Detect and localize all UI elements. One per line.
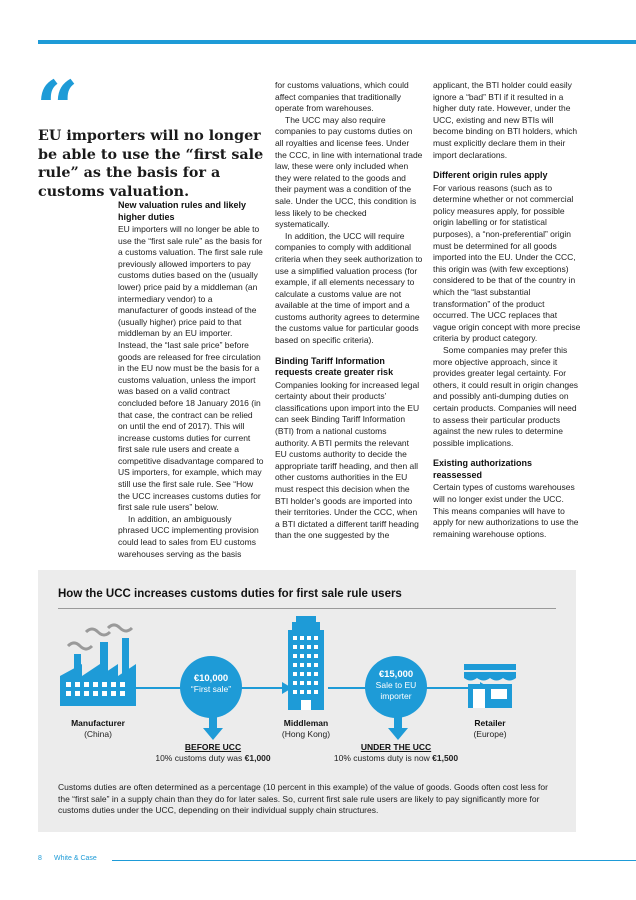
pull-quote: EU importers will no longer be able to use the “first sale rule” as the basis for a customs valuation. (38, 128, 264, 200)
under-ucc-amount: €1,500 (432, 753, 459, 763)
paragraph: Some companies may prefer this more objective approach, since it provides greater legal certainty. For others, it could result in origin changes and possibly anti-dumping duties on certain products. Companies will need to assess their particular products against the new rules to determine possible implications. (433, 344, 579, 448)
under-ucc-heading: UNDER THE UCC (360, 742, 432, 752)
quote-mark-icon: “ (36, 66, 79, 152)
manufacturer-label: Manufacturer (China) (71, 718, 125, 739)
paragraph: The UCC may also require companies to pay customs duties on all royalties and license fees. Under the CCC, in line with international trade law, these were only included when they were related to the goods and their payment was a condition of the sale. Under the UCC, this condition is less likely to be checked systematically. (275, 114, 423, 230)
skyscraper-icon (284, 614, 328, 710)
paragraph: Certain types of customs warehouses will no longer exist under the UCC. This means companies will have to apply for new authorizations to use the remaining warehouse options. (433, 482, 579, 539)
arrow-down-icon (203, 716, 223, 740)
under-ucc-note: UNDER THE UCC 10% customs duty is now €1,500 (316, 742, 476, 764)
first-sale-circle (180, 656, 242, 718)
first-sale-amount: €10,000 (193, 673, 229, 684)
text-column-1 (118, 200, 264, 560)
second-sale-amount: €15,000 (378, 669, 414, 680)
section-heading-authorizations: Existing authorizations reassessed (433, 458, 533, 480)
paragraph: In addition, an ambiguously phrased UCC implementing provision could lead to sales from EU customs warehouses serving as the basis (118, 513, 259, 559)
store-icon (462, 662, 518, 708)
infographic-caption: Customs duties are often determined as a percentage (10 percent in this example) of the value of goods. Goods often cost less for the “first sale” in a supply chain than they do for later sales. So, current first sale rule users are likely to pay significantly more for customs duties under the UCC, depending on their individual supply chain structures. (58, 782, 548, 816)
text-column-3 (433, 80, 581, 540)
paragraph: applicant, the BTI holder could easily ignore a “bad” BTI if it resulted in a higher duty rate. However, under the UCC, existing and new BTIs will become binding on BTI holders, which must explicitly declare them in their import declarations. (433, 80, 578, 160)
paragraph: Companies looking for increased legal certainty about their products’ classifications upon import into the EU can seek Binding Tariff Information (BTI) from a national customs authority. A BTI permits the relevant EU customs authority to decide the appropriate tariff heading, and then all other customs authorities in the EU must respect this decision when the BTI holder’s goods are imported into their territories. Under the CCC, when a BTI dictated a different tariff heading than the one suggested by the (275, 379, 420, 541)
section-heading-bti: Binding Tariff Information requests create greater risk (275, 355, 394, 378)
infographic-title: How the UCC increases customs duties for first sale rule users (58, 588, 402, 600)
before-ucc-heading: BEFORE UCC (184, 742, 242, 752)
first-sale-label: “First sale” (190, 684, 232, 694)
before-ucc-amount: €1,000 (244, 753, 271, 763)
top-accent-rule (38, 40, 636, 44)
second-sale-circle (365, 656, 427, 718)
paragraph: for customs valuations, which could affect companies that traditionally operate from warehouses. (275, 80, 409, 114)
arrow-down-icon (388, 716, 408, 740)
paragraph: For various reasons (such as to determine whether or not commercial policy measures apply, for possible origin labelling or for statistical purposes), a “non-preferential” origin must be determined for all goods imported into the EU. Under the CCC, this origin was (with few exceptions) considered to be that of the country in which the “last substantial transformation” of the product occurred. The UCC replaces that vague origin concept with more precise criteria by product category. (433, 182, 581, 344)
infographic-panel (38, 570, 576, 832)
footer-brand: White & Case (54, 855, 97, 862)
middleman-label: Middleman (Hong Kong) (281, 718, 331, 739)
before-ucc-note: BEFORE UCC 10% customs duty was €1,000 (133, 742, 293, 764)
infographic-divider (58, 608, 556, 609)
retailer-label: Retailer (Europe) (473, 718, 507, 739)
paragraph: In addition, the UCC will require companies to comply with additional criteria when they seek authorization to use a simplified valuation process (for example, if all elements necessary to calculate a customs value are not available at the time of import and a customs authority agrees to determine the customs value for particular goods based on specific criteria). (275, 230, 423, 346)
text-column-2 (275, 80, 423, 542)
section-heading-origin: Different origin rules apply (433, 170, 548, 181)
paragraph: EU importers will no longer be able to use the “first sale rule” as the basis for a customs valuation. The first sale rule previously allowed importers to pay customs duties based on the (usually lower) price paid by a middleman (an intermediary vendor) to a manufacturer of goods instead of the (usually higher) price paid to that middleman by an EU importer. Instead, the “last sale price” before goods are released for free circulation in the EU now must be the basis for a customs valuation, unless the import was based on a valid contract concluded before 18 January 2016 (in that case, the contract can be relied on until the end of 2017). This will increase customs duties for current first sale rule users and create a competitive disadvantage compared to US importers, for example, which may still use the first sale rule. See “How the UCC increases customs duties for first sale rule users” below. (118, 224, 264, 513)
footer-rule (112, 860, 636, 861)
second-sale-label: Sale to EU importer (375, 680, 417, 701)
factory-icon (56, 620, 140, 708)
page-number: 8 (38, 855, 42, 862)
section-heading-valuation: New valuation rules and likely higher duties (118, 200, 247, 222)
